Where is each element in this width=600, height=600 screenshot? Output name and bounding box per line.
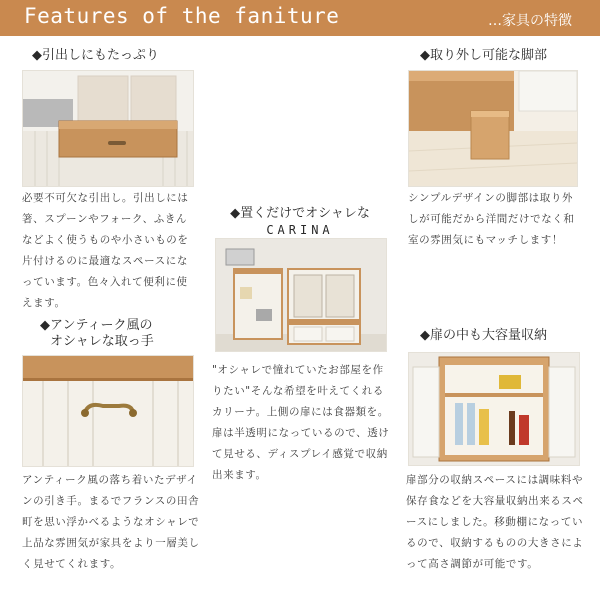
feature-carina-heading-line2: CARINA [266, 223, 334, 237]
feature-handle-heading-line1: ◆アンティーク風の [40, 318, 153, 333]
feature-drawer-text: 必要不可欠な引出し。引出しには箸、スプーンやフォーク、ふきんなどよく使うものや小さいものを片付けるのに最適なスペースになっています。色々入れて便利に使えます。 [22, 192, 189, 309]
feature-drawer-heading: ◆引出しにもたっぷり [32, 48, 159, 63]
handle-photo [22, 355, 194, 467]
feature-storage-heading: ◆扉の中も大容量収納 [420, 328, 547, 343]
feature-handle-text: アンティーク風の落ち着いたデザインの引き手。まるでフランスの田舎町を思い浮かべるようなオシャレで上品な雰囲気が家具をより一層美しく見せてくれます。 [22, 474, 200, 570]
legs-photo [408, 70, 578, 187]
page-title: Features of the faniture [24, 4, 340, 28]
feature-storage-text: 扉部分の収納スペースには調味料や保存食などを大容量収納出来るスペースにしました。移動棚になっているので、収納するものの大きさによって高さ調節が可能です。 [406, 474, 584, 570]
feature-handle-heading [40, 318, 154, 350]
feature-carina-heading [210, 206, 390, 238]
drawer-photo [22, 70, 194, 187]
feature-legs-heading: ◆取り外し可能な脚部 [420, 48, 547, 63]
feature-carina-heading-line1: ◆置くだけでオシャレな [230, 206, 370, 221]
header-bar [0, 0, 600, 36]
feature-legs-text: シンプルデザインの脚部は取り外しが可能だから洋間だけでなく和室の雰囲気にもマッチします！ [408, 192, 575, 246]
page-subtitle: …家具の特徴 [488, 13, 572, 29]
feature-carina-text: "オシャレで憧れていたお部屋を作りたい"そんな希望を叶えてくれるカリーナ。上側の扉には食器類を。扉は半透明になっているので、透けて見せる、ディスプレイ感覚で収納出来ます。 [212, 364, 390, 481]
storage-photo [408, 352, 580, 466]
carina-cabinet-photo [215, 238, 387, 352]
feature-handle-heading-line2: オシャレな取っ手 [50, 334, 154, 349]
